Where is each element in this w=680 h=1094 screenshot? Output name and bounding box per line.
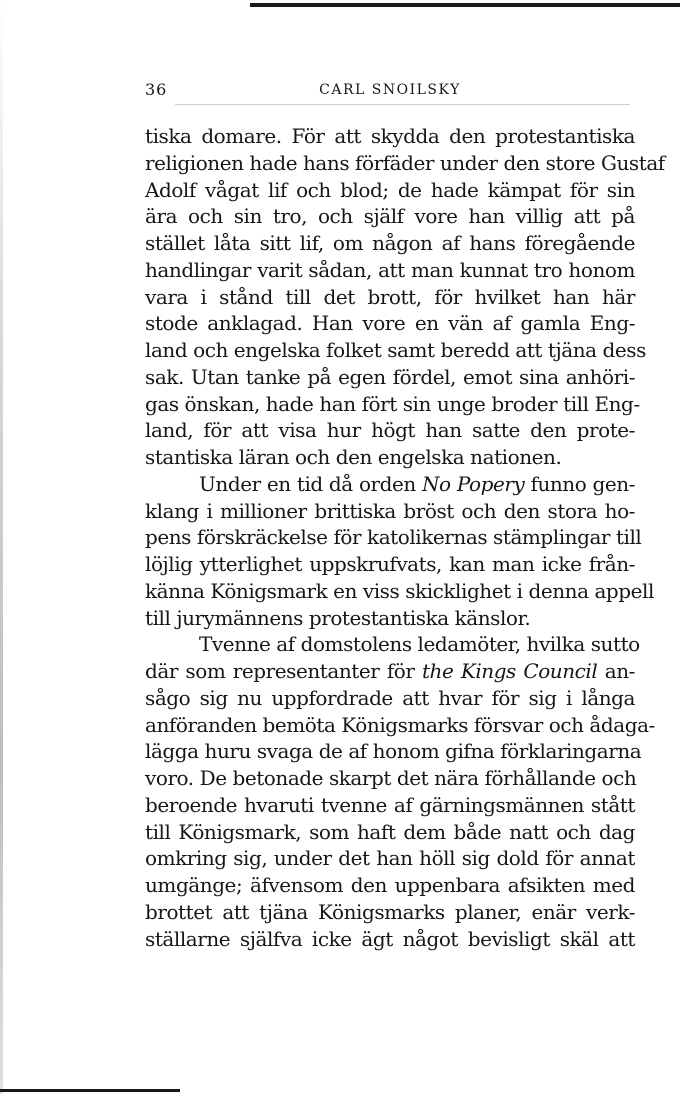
text-line: ställarne själfva icke ägt något bevisligt skäl att	[145, 926, 635, 951]
text-line: gas önskan, hade han fört sin unge broder till Eng-	[145, 391, 640, 416]
text-line: stode anklagad. Han vore en vän af gamla Eng-	[145, 311, 635, 336]
text-run: där som representanter för	[145, 659, 422, 683]
text-line: känna Königsmark en viss skicklighet i denna appell	[145, 578, 654, 603]
text-line: land och engelska folket samt beredd att tjäna dess	[145, 338, 646, 362]
text-line: ära och sin tro, och själf vore han villig att på	[145, 204, 635, 229]
paragraph-2	[145, 471, 654, 632]
text-run: an-	[597, 659, 635, 683]
text-run: Under en tid då orden	[199, 471, 422, 496]
page-header	[145, 80, 635, 102]
italic-phrase: the Kings Council	[421, 659, 598, 683]
text-line: sågo sig nu uppfordrade att hvar för sig i långa	[145, 685, 635, 710]
paragraph-1	[145, 123, 665, 471]
text-line: lägga huru svaga de af honom gifna förklaringarna	[145, 739, 642, 764]
text-line	[145, 471, 635, 498]
text-line: omkring sig, under det han höll sig dold för annat	[145, 846, 635, 871]
text-line: umgänge; äfvensom den uppenbara afsikten med	[145, 873, 635, 897]
text-line: stantiska läran och den engelska nationen.	[145, 445, 562, 469]
text-line: voro. De betonade skarpt det nära förhållande och	[145, 766, 637, 790]
text-line: vara i stånd till det brott, för hvilket han här	[145, 284, 635, 309]
text-line: Adolf vågat lif och blod; de hade kämpat för sin	[145, 177, 635, 202]
page-number: 36	[145, 80, 168, 99]
body-text	[145, 123, 665, 952]
header-rule	[175, 104, 630, 105]
text-line: religionen hade hans förfäder under den store Gustaf	[145, 150, 665, 175]
running-title: CARL SNOILSKY	[319, 82, 461, 98]
text-line: brottet att tjäna Königsmarks planer, enär verk-	[145, 899, 635, 924]
text-line: land, för att visa hur högt han satte den prote-	[145, 418, 635, 443]
text-line: stället låta sitt lif, om någon af hans föregående	[145, 231, 635, 255]
text-line: beroende hvaruti tvenne af gärningsmännen stått	[145, 792, 635, 817]
scan-bottom-rule	[0, 1089, 180, 1092]
scan-top-rule	[250, 3, 680, 7]
text-line: anföranden bemöta Königsmarks försvar och ådaga-	[145, 712, 655, 737]
text-line: pens förskräckelse för katolikernas stämplingar till	[145, 525, 642, 550]
text-line: till Königsmark, som haft dem både natt och dag	[145, 819, 635, 844]
text-line: löjlig ytterlighet uppskrufvats, kan man icke från-	[145, 552, 635, 576]
paragraph-3	[145, 631, 655, 952]
scan-left-edge-shadow	[0, 0, 3, 1094]
text-line: till jurymännens protestantiska känslor.	[145, 605, 531, 630]
text-line: klang i millioner brittiska bröst och den stora ho-	[145, 498, 635, 523]
text-line: handlingar varit sådan, att man kunnat tro honom	[145, 257, 635, 282]
text-line	[145, 658, 635, 685]
text-run: funno gen-	[524, 471, 635, 496]
text-line: tiska domare. För att skydda den protestantiska	[145, 124, 635, 148]
italic-phrase: No Popery	[422, 471, 525, 496]
text-line: sak. Utan tanke på egen fördel, emot sina anhöri-	[145, 364, 635, 389]
text-line: Tvenne af domstolens ledamöter, hvilka sutto	[199, 632, 640, 657]
